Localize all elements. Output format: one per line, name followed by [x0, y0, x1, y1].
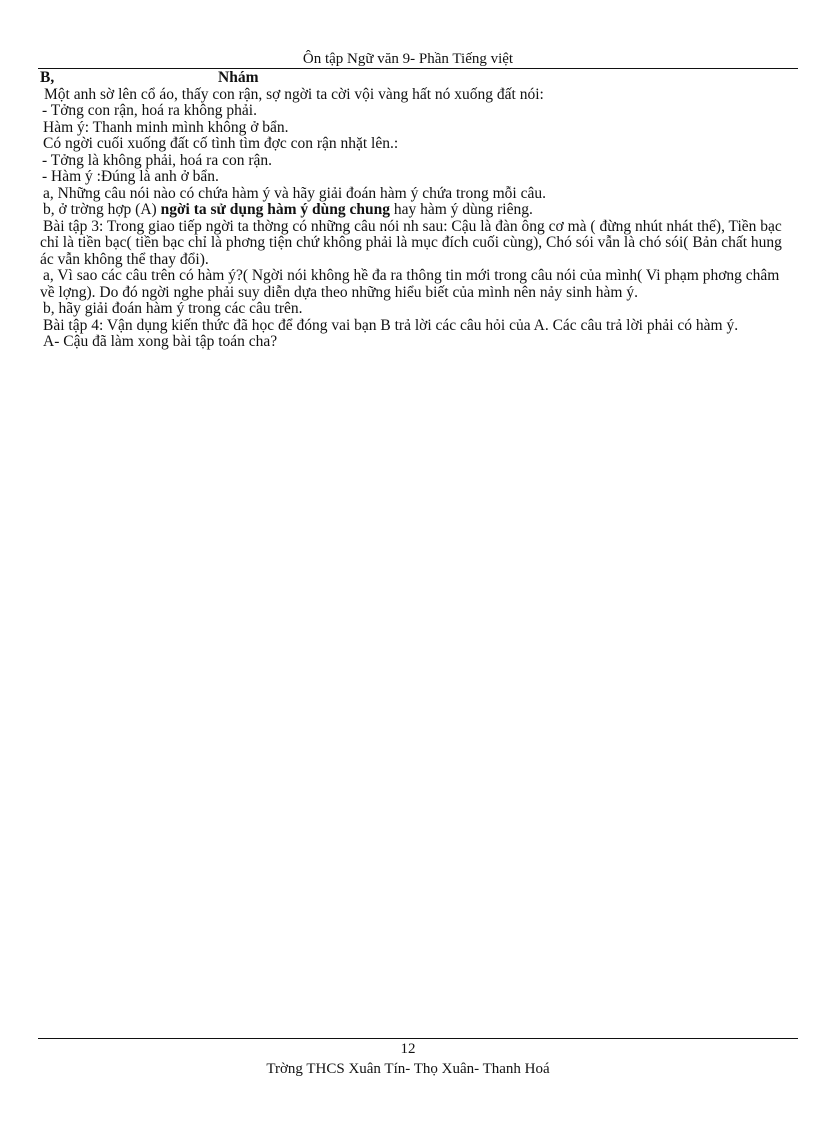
exercise-4-question: A- Cậu đã làm xong bài tập toán cha?	[43, 334, 278, 350]
section-letter: B,	[40, 70, 55, 86]
question-b-bold: ngời ta sử dụng hàm ý dùng chung	[160, 202, 390, 218]
section-title: Nhám	[218, 70, 259, 86]
page-footer: Trờng THCS Xuân Tín- Thọ Xuân- Thanh Hoá	[266, 1061, 550, 1077]
body-line: - Tởng con rận, hoá ra không phải.	[42, 103, 257, 119]
body-line: Một anh sờ lên cổ áo, thấy con rận, sợ ngời ta cời vội vàng hất nó xuống đất nói:	[44, 86, 544, 103]
question-b	[40, 202, 796, 219]
footer-rule	[38, 1038, 798, 1039]
exercise-3-question-b: b, hãy giải đoán hàm ý trong các câu trên.	[43, 301, 303, 317]
body-line: Hàm ý: Thanh minh mình không ở bẩn.	[43, 119, 289, 136]
body-line: - Tởng là không phải, hoá ra con rận.	[42, 152, 273, 169]
question-b-end: hay hàm ý dùng riêng.	[389, 202, 533, 218]
document-body	[40, 70, 796, 351]
page-number: 12	[400, 1041, 416, 1057]
question-b-text: b, ở trờng hợp (A)	[43, 202, 161, 218]
body-line: - Hàm ý :Đúng là anh ở bẩn.	[42, 169, 219, 185]
exercise-3-question-a: a, Vì sao các câu trên có hàm ý?( Ngời nói không hề đa ra thông tin mới trong câu nói của mình( Vi phạm phơng châm về lợng). Do đó ngời nghe phải suy diễn dựa theo những hiểu biết của mình nên nảy sinh hàm ý.	[40, 267, 780, 301]
exercise-4: Bài tập 4: Vận dụng kiến thức đã học để đóng vai bạn B trả lời các câu hỏi của A. Các câu trả lời phải có hàm ý.	[43, 316, 739, 334]
exercise-3: Bài tập 3: Trong giao tiếp ngời ta thờng có những câu nói nh sau: Cậu là đàn ông cơ mà ( đừng nhút nhát thế), Tiền bạc chỉ là tiền bạc( tiền bạc chỉ là phơng tiện chứ không phải là mục đích cuối cùng), Chó sói vẫn là chó sói( Bản chất hung ác vẫn không thể thay đổi).	[40, 217, 782, 268]
header-rule	[38, 68, 798, 69]
section-heading	[40, 70, 796, 87]
page-header: Ôn tập Ngữ văn 9- Phần Tiếng việt	[302, 51, 514, 67]
body-line: Có ngời cuối xuống đất cố tình tìm đợc con rận nhặt lên.:	[43, 136, 399, 152]
question-a: a, Những câu nói nào có chứa hàm ý và hãy giải đoán hàm ý chứa trong mỗi câu.	[43, 185, 546, 202]
